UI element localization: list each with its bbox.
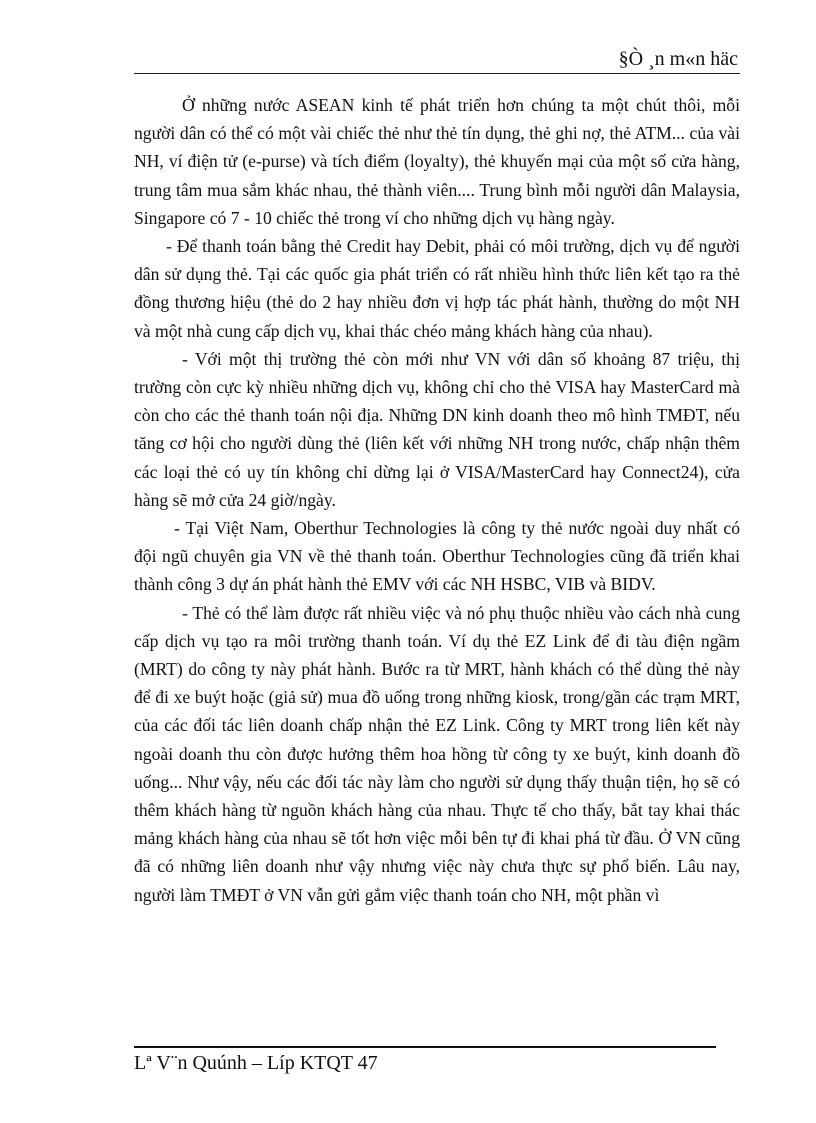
paragraph-credit-debit: - Để thanh toán bằng thẻ Credit hay Debit, phải có môi trường, dịch vụ để người dân sử dụng thẻ. Tại các quốc gia phát triển có rất nhiều hình thức liên kết tạo ra thẻ đồng thương hiệu (thẻ do 2 hay nhiều đơn vị hợp tác phát hành, thường do một NH và một nhà cung cấp dịch vụ, khai thác chéo mảng khách hàng của nhau).	[134, 236, 740, 341]
page-footer: Lª V¨n Quúnh – Líp KTQT 47	[134, 1052, 378, 1074]
paragraph-ez-link: - Thẻ có thể làm được rất nhiều việc và nó phụ thuộc nhiều vào cách nhà cung cấp dịch vụ tạo ra môi trường thanh toán. Ví dụ thẻ EZ Link để đi tàu điện ngầm (MRT) do công ty này phát hành. Bước ra từ MRT, hành khách có thể dùng thẻ này để đi xe buýt hoặc (giả sử) mua đồ uống trong những kiosk, trong/gần các trạm MRT, của các đối tác liên doanh chấp nhận thẻ EZ Link. Công ty MRT trong liên kết này ngoài doanh thu còn được hưởng thêm hoa hồng từ công ty xe buýt, kinh doanh đồ uống... Như vậy, nếu các đối tác này làm cho người sử dụng thấy thuận tiện, họ sẽ có thêm khách hàng từ nguồn khách hàng của nhau. Thực tế cho thấy, bắt tay khai thác mảng khách hàng của nhau sẽ tốt hơn việc mỗi bên tự đi khai phá từ đầu. Ở VN cũng đã có những liên doanh như vậy nhưng việc này chưa thực sự phổ biến. Lâu nay, người làm TMĐT ở VN vẫn gửi gắm việc thanh toán cho NH, một phần vì	[134, 602, 740, 905]
header-divider	[134, 73, 740, 74]
footer-divider	[134, 1046, 716, 1048]
page-header: §Ò ¸n m«n häc	[618, 48, 738, 70]
paragraph-vn-market: - Với một thị trường thẻ còn mới như VN với dân số khoảng 87 triệu, thị trường còn cực kỳ nhiều những dịch vụ, không chỉ cho thẻ VISA hay MasterCard mà còn cho các thẻ thanh toán nội địa. Những DN kinh doanh theo mô hình TMĐT, nếu tăng cơ hội cho người dùng thẻ (liên kết với những NH trong nước, chấp nhận thêm các loại thẻ có uy tín không chỉ dừng lại ở VISA/MasterCard hay Connect24), cửa hàng sẽ mở cửa 24 giờ/ngày.	[134, 348, 740, 510]
paragraph-asean-cards: Ở những nước ASEAN kinh tế phát triển hơn chúng ta một chút thôi, mỗi người dân có thể có một vài chiếc thẻ như thẻ tín dụng, thẻ ghi nợ, thẻ ATM... của vài NH, ví điện tử (e-purse) và tích điểm (loyalty), thẻ khuyến mại của một số cửa hàng, trung tâm mua sắm khác nhau, thẻ thành viên.... Trung bình mỗi người dân Malaysia, Singapore có 7 - 10 chiếc thẻ trong ví cho những dịch vụ hàng ngày.	[134, 95, 740, 228]
paragraph-oberthur: - Tại Việt Nam, Oberthur Technologies là công ty thẻ nước ngoài duy nhất có đội ngũ chuyên gia VN về thẻ thanh toán. Oberthur Technologies cũng đã triển khai thành công 3 dự án phát hành thẻ EMV với các NH HSBC, VIB và BIDV.	[134, 518, 740, 595]
document-body	[134, 91, 740, 909]
